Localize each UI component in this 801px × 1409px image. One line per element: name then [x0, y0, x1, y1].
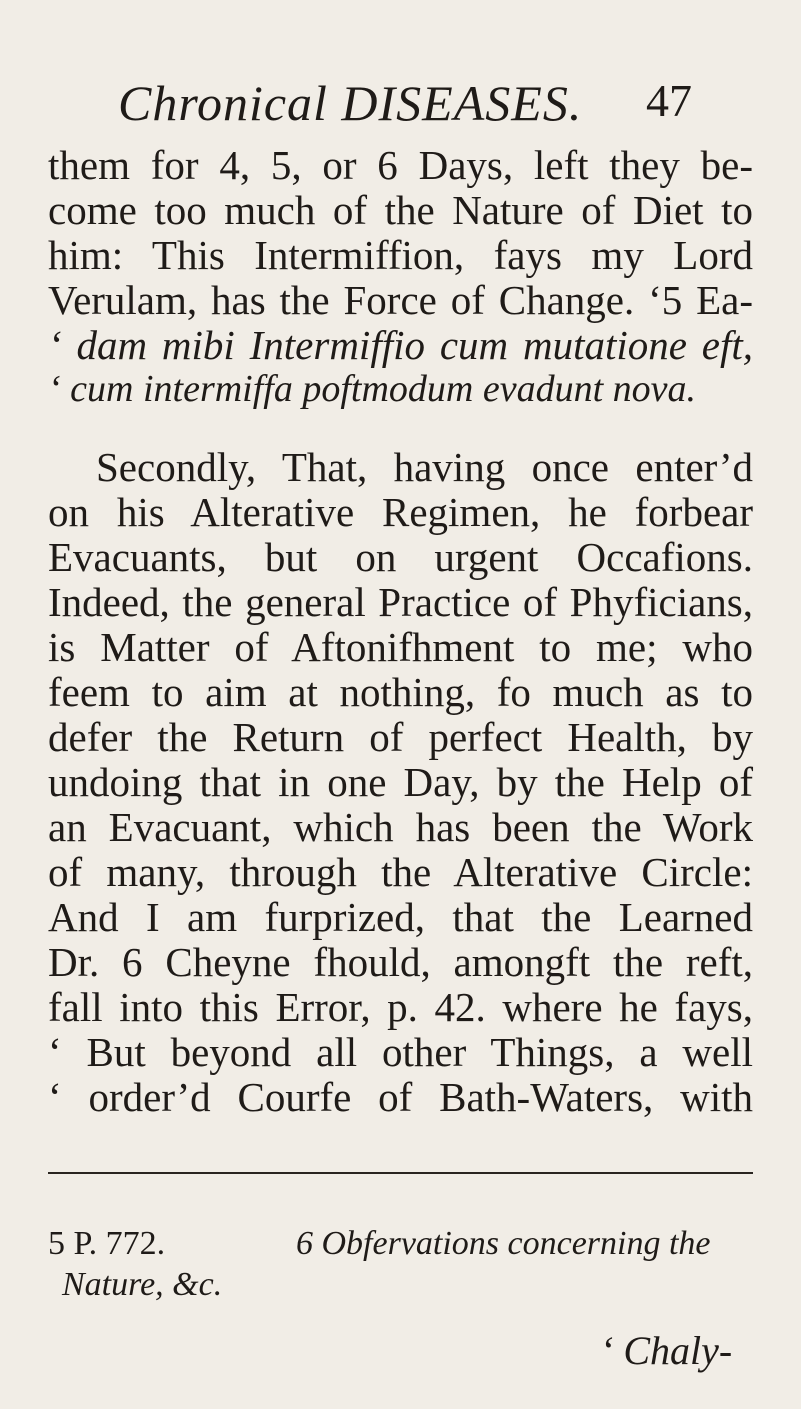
text-line: ‘ But beyond all other Things, a well: [48, 1029, 753, 1075]
page-number: 47: [646, 75, 692, 126]
text-line: defer the Return of perfect Health, by: [48, 714, 753, 760]
text-line: come too much of the Nature of Diet to: [48, 187, 753, 233]
text-line: Verulam, has the Force of Change. ‘5 Ea-: [48, 277, 753, 323]
footnote-6: 6 Obfervations concerning the: [296, 1225, 711, 1262]
text-line: Dr. 6 Cheyne fhould, amongft the reft,: [48, 939, 753, 985]
footnote-5: 5 P. 772.: [48, 1225, 166, 1262]
text-line: And I am furprized, that the Learned: [48, 894, 753, 940]
page-header: [118, 74, 718, 134]
text-line: ‘ order’d Courfe of Bath-Waters, with: [48, 1074, 753, 1120]
catchword: ‘ Chaly-: [600, 1328, 733, 1373]
text-line: Indeed, the general Practice of Phyficians,: [48, 579, 753, 625]
footnote-rule: [48, 1172, 753, 1174]
text-line: ‘ cum intermiffa poftmodum evadunt nova.: [48, 368, 697, 410]
text-line: of many, through the Alterative Circle:: [48, 849, 753, 895]
text-line: ‘ dam mibi Intermiffio cum mutatione eft,: [48, 322, 753, 368]
text-line: him: This Intermiffion, fays my Lord: [48, 232, 753, 278]
text-line: Evacuants, but on urgent Occafions.: [48, 534, 753, 580]
text-line: an Evacuant, which has been the Work: [48, 804, 753, 850]
text-line: undoing that in one Day, by the Help of: [48, 759, 753, 805]
text-line: feem to aim at nothing, fo much as to: [48, 669, 753, 715]
text-line: Secondly, That, having once enter’d: [96, 444, 753, 490]
text-line: is Matter of Aftonifhment to me; who: [48, 624, 753, 670]
text-line: on his Alterative Regimen, he forbear: [48, 489, 753, 535]
text-line: them for 4, 5, or 6 Days, left they be-: [48, 142, 753, 188]
text-line: fall into this Error, p. 42. where he fays,: [48, 984, 753, 1030]
running-title: Chronical DISEASES.: [118, 75, 583, 131]
footnote-6-continued: Nature, &c.: [62, 1266, 223, 1303]
